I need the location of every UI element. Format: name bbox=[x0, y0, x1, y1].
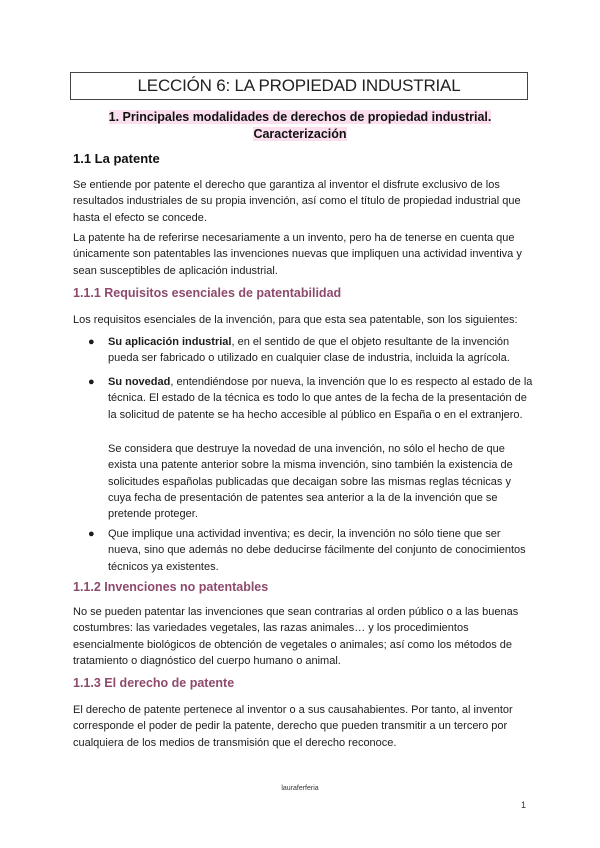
list-item-aplicacion-bold: Su aplicación industrial bbox=[108, 336, 232, 348]
list-item-aplicacion bbox=[108, 334, 533, 367]
paragraph-requirements-intro: La patente ha de referirse necesariamente a un invento, pero ha de tenerse en cuenta que únicamente son patentables las invenciones nuevas que impliquen una actividad inventiva y sean susceptibles de aplicación industrial. bbox=[73, 232, 522, 277]
heading-requisitos: 1.1.1 Requisitos esenciales de patentabilidad bbox=[73, 286, 342, 300]
list-item-novedad-text: , entendiéndose por nueva, la invención que lo es respecto al estado de la técnica. El estado de la técnica es todo lo que antes de la fecha de la presentación de la solicitud de patente se ha hecho accesible al público en España o en el extranjero. bbox=[108, 376, 533, 421]
paragraph-definition: Se entiende por patente el derecho que garantiza al inventor el disfrute exclusivo de los resultados industriales de su propia invención, así como el título de propiedad industrial que hasta el efecto se concede. bbox=[73, 179, 521, 224]
bullet-icon: ● bbox=[88, 336, 95, 348]
list-item-aplicacion-text: , en el sentido de que el objeto resultante de la invención pueda ser fabricado o utilizado en cualquier clase de industria, incluida la agrícola. bbox=[108, 336, 510, 365]
list-item-actividad: Que implique una actividad inventiva; es decir, la invención no sólo tiene que ser nueva, sino que además no debe deducirse fácilmente del conjunto de conocimientos técnicos ya existentes. bbox=[108, 528, 526, 573]
paragraph-no-patentables: No se pueden patentar las invenciones que sean contrarias al orden público o a las buenas costumbres: las variedades vegetales, las razas animales… y los procedimientos esencialmente biológicos de obtención de vegetales o animales; así como los métodos de tratamiento o diagnóstico del cuerpo humano o animal. bbox=[73, 606, 519, 667]
bullet-icon: ● bbox=[88, 376, 95, 388]
list-item-novedad-bold: Su novedad bbox=[108, 376, 171, 388]
lesson-title: LECCIÓN 6: LA PROPIEDAD INDUSTRIAL bbox=[70, 72, 528, 100]
list-item-novedad bbox=[108, 374, 533, 423]
footer-author: lauraferferia bbox=[281, 785, 319, 792]
list-item-novedad-extra: Se considera que destruye la novedad de una invención, no sólo el hecho de que exista una patente anterior sobre la misma invención, sino también la existencia de solicitudes españolas publicadas que decaigan sobre las mismas reglas técnicas y cuya fecha de presentación de patentes sea anterior a la de la invención que se pretende proteger. bbox=[108, 443, 513, 521]
paragraph-derecho: El derecho de patente pertenece al inventor o a sus causahabientes. Por tanto, al inventor corresponde el poder de pedir la patente, derecho que pueden transmitir a un tercero por cualquiera de los medios de transmisión que el derecho reconoce. bbox=[73, 704, 513, 749]
section-title-line1: 1. Principales modalidades de derechos de propiedad industrial. bbox=[108, 110, 492, 124]
page-number: 1 bbox=[521, 800, 527, 810]
section-title bbox=[70, 109, 530, 143]
heading-patente: 1.1 La patente bbox=[73, 151, 160, 166]
heading-derecho: 1.1.3 El derecho de patente bbox=[73, 676, 235, 690]
heading-no-patentables: 1.1.2 Invenciones no patentables bbox=[73, 580, 269, 594]
paragraph-requisitos: Los requisitos esenciales de la invención, para que esta sea patentable, son los siguientes: bbox=[73, 314, 518, 326]
bullet-icon: ● bbox=[88, 528, 95, 540]
section-title-line2: Caracterización bbox=[253, 127, 347, 141]
